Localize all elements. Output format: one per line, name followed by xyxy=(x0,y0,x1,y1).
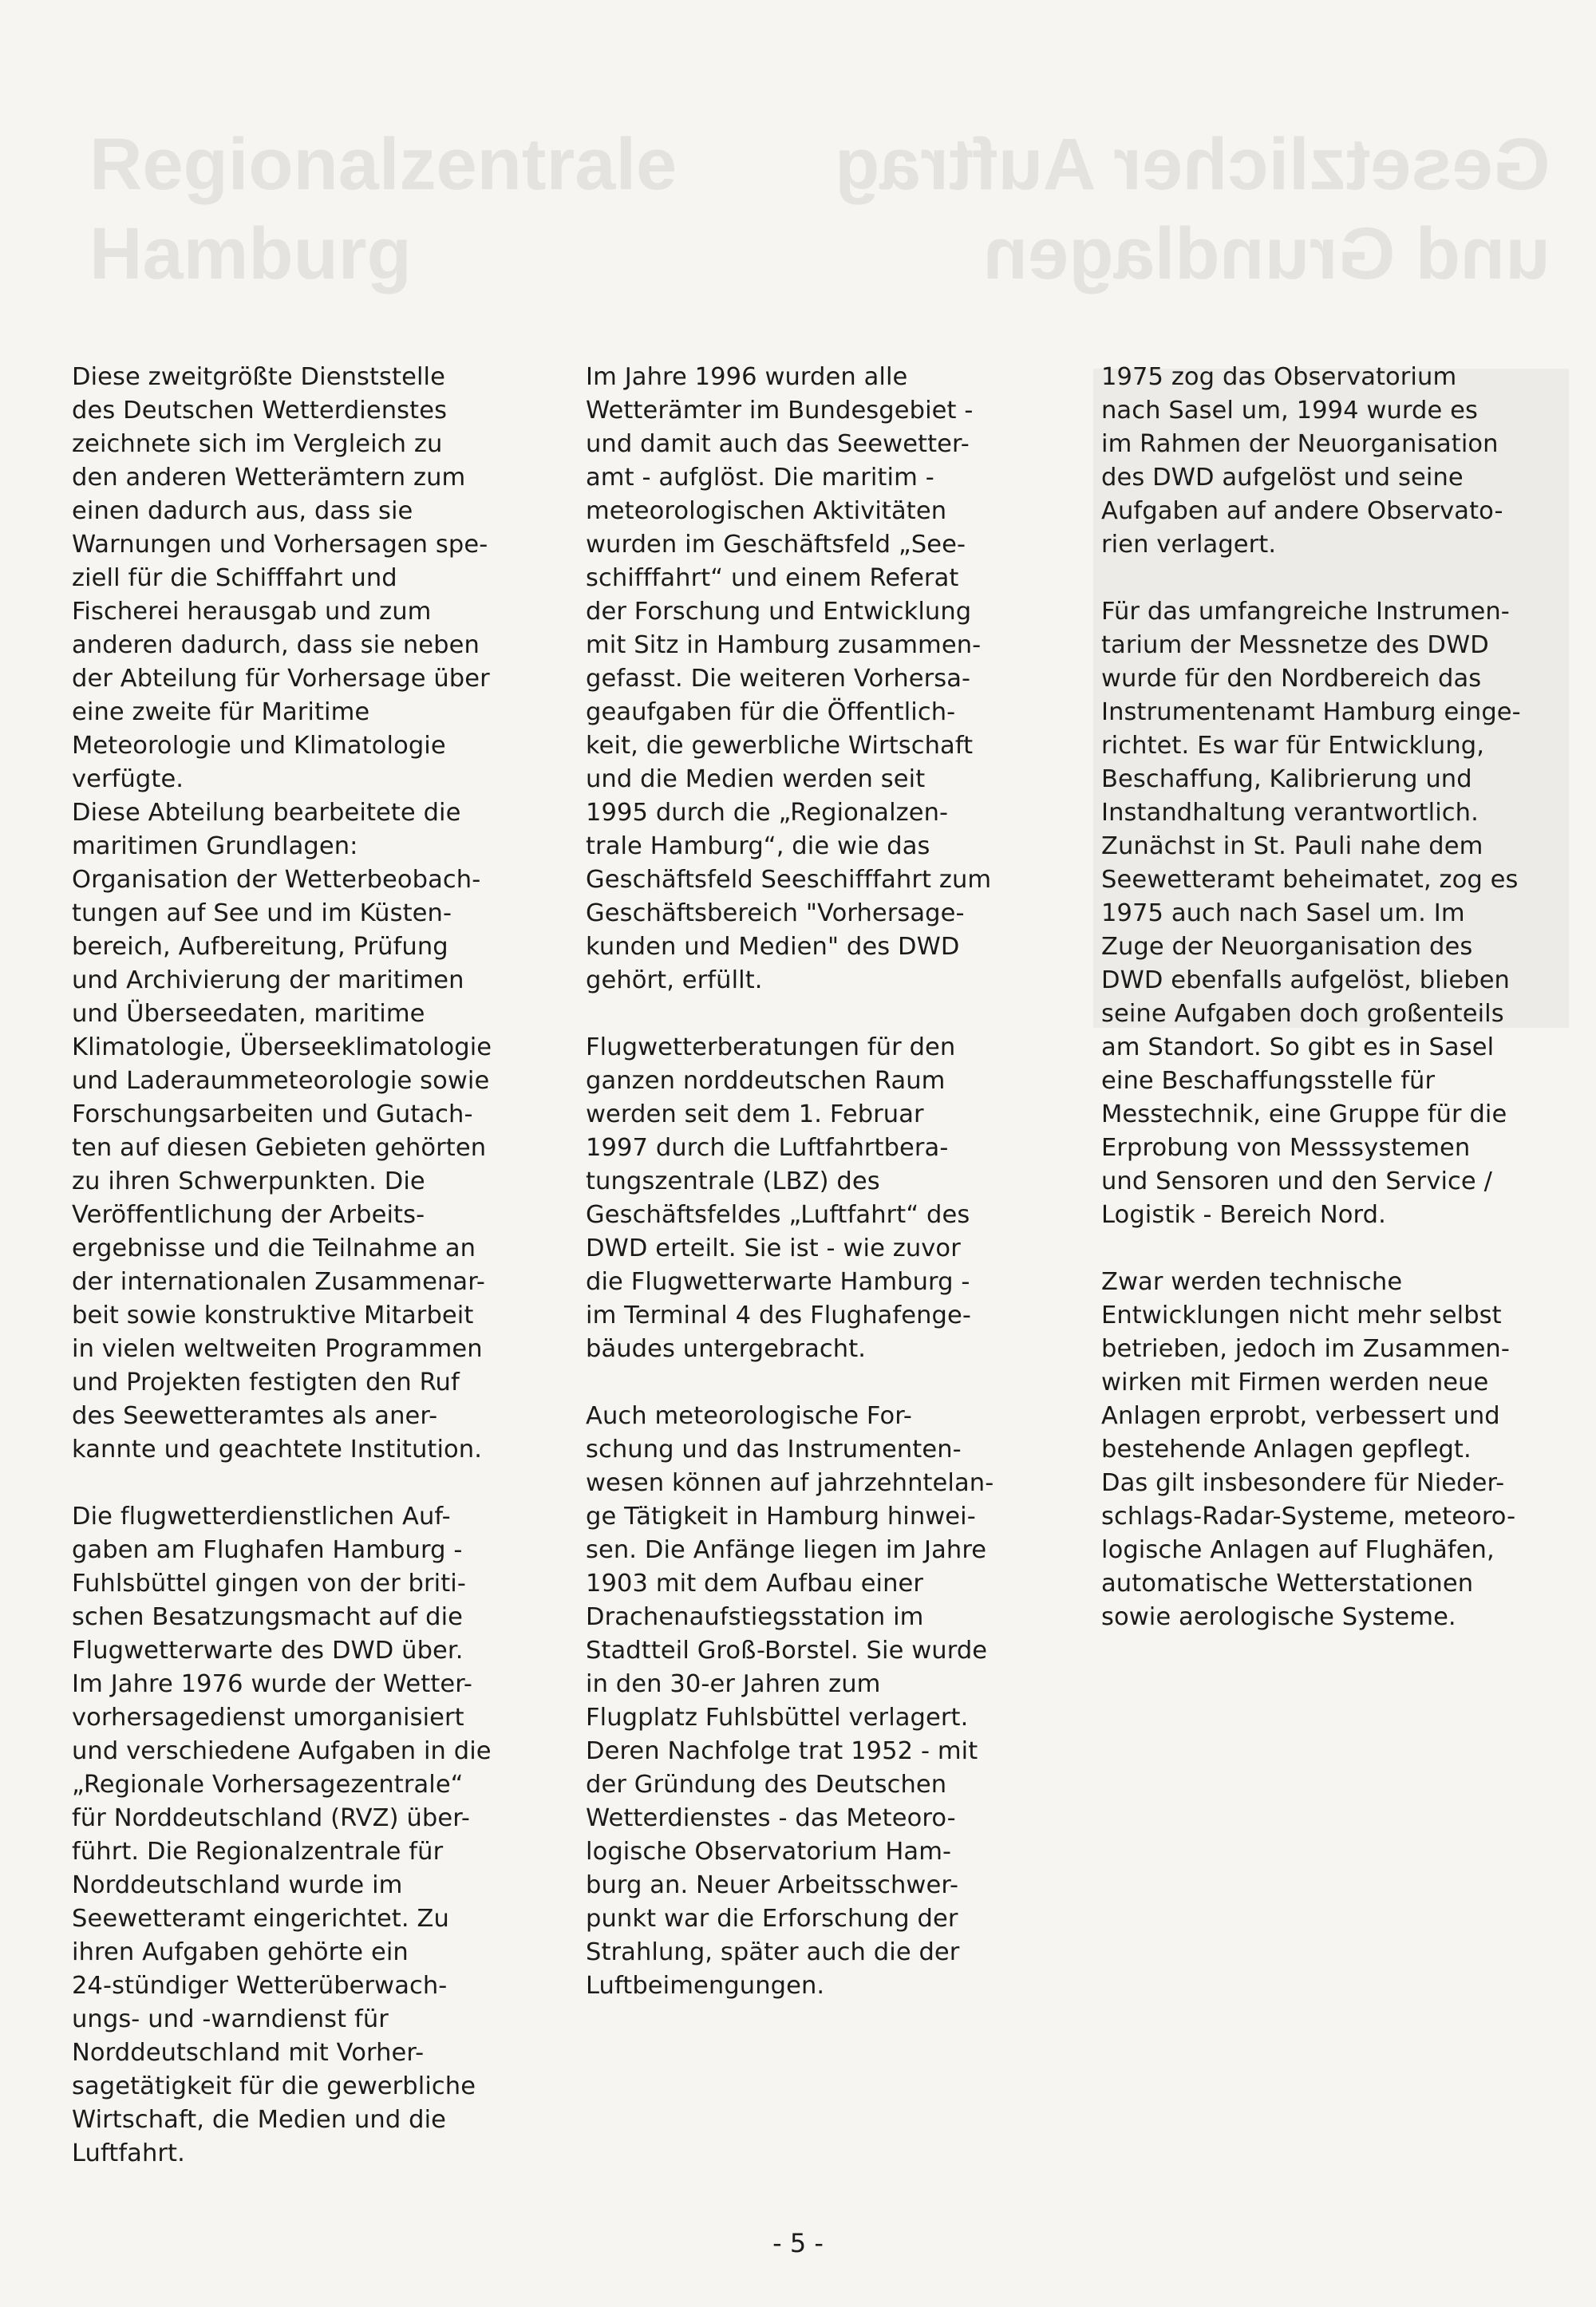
paragraph: Flugwetterberatungen für den ganzen norddeutschen Raum werden seit dem 1. Februar 1997 durch die Luftfahrtbera- tungszentrale (LBZ) des Geschäftsfeldes „Luftfahrt“ des DWD erteilt. Sie ist - wie zuvor die Flugwetterwarte Hamburg - im Terminal 4 des Flughafenge- bäudes untergebracht. xyxy=(586,1033,971,1363)
paragraph: 1975 zog das Observatorium nach Sasel um, 1994 wurde es im Rahmen der Neuorganisation des DWD aufgelöst und seine Aufgaben auf andere Observato- rien verlagert. xyxy=(1101,363,1503,559)
text-column-2 xyxy=(586,361,1037,2036)
bleed-through-heading-left: Regionalzentrale Hamburg xyxy=(89,124,678,294)
text-column-1 xyxy=(72,361,528,2204)
page-number: - 5 - xyxy=(772,2228,824,2258)
bleed-through-heading-right: Gesetzlicher Auftrag und Grundlagen xyxy=(834,124,1550,294)
paragraph: Im Jahre 1996 wurden alle Wetterämter im Bundesgebiet - und damit auch das Seewetter- amt - aufglöst. Die maritim - meteorologischen Aktivitäten wurden im Geschäftsfeld „See- schifffahrt“ und einem Referat der Forschung und Entwicklung mit Sitz in Hamburg zusammen- gefasst. Die weiteren Vorhersa- geaufgaben für die Öffentlich- keit, die gewerbliche Wirtschaft und die Medien werden seit 1995 durch die „Regionalzen- trale Hamburg“, die wie das Geschäftsfeld Seeschifffahrt zum Geschäftsbereich "Vorhersage- kunden und Medien" des DWD gehört, erfüllt. xyxy=(586,363,992,994)
paragraph: Auch meteorologische For- schung und das Instrumenten- wesen können auf jahrzehntelan- ge Tätigkeit in Hamburg hinwei- sen. Die Anfänge liegen im Jahre 1903 mit dem Aufbau einer Drachenaufstiegsstation im Stadtteil Groß-Borstel. Sie wurde in den 30-er Jahren zum Flugplatz Fuhlsbüttel verlagert. Deren Nachfolge trat 1952 - mit der Gründung des Deutschen Wetterdienstes - das Meteoro- logische Observatorium Ham- burg an. Neuer Arbeitsschwer- punkt war die Erforschung der Strahlung, später auch die der Luftbeimengungen. xyxy=(586,1402,994,2000)
paragraph: Diese zweitgrößte Dienststelle des Deutschen Wetterdienstes zeichnete sich im Vergleich zu den anderen Wetterämtern zum einen dadurch aus, dass sie Warnungen und Vorhersagen spe- ziell für die Schifffahrt und Fischerei herausgab und zum anderen dadurch, dass sie neben der Abteilung für Vorhersage über eine zweite für Maritime Meteorologie und Klimatologie verfügte. xyxy=(72,363,490,793)
text-column-3 xyxy=(1101,361,1558,1668)
paragraph: Zwar werden technische Entwicklungen nicht mehr selbst betrieben, jedoch im Zusammen- wirken mit Firmen werden neue Anlagen erprobt, verbessert und bestehende Anlagen gepflegt. Das gilt insbesondere für Nieder- schlags-Radar-Systeme, meteoro- logische Anlagen auf Flughäfen, automatische Wetterstationen sowie aerologische Systeme. xyxy=(1101,1268,1516,1631)
paragraph: Diese Abteilung bearbeitete die maritimen Grundlagen: Organisation der Wetterbeobach- tungen auf See und im Küsten- bereich, Aufbereitung, Prüfung und Archivierung der maritimen und Überseedaten, maritime Klimatologie, Überseeklimatologie und Laderaummeteorologie sowie Forschungsarbeiten und Gutach- ten auf diesen Gebieten gehörten zu ihren Schwerpunkten. Die Veröffentlichung der Arbeits- ergebnisse und die Teilnahme an der internationalen Zusammenar- beit sowie konstruktive Mitarbeit in vielen weltweiten Programmen und Projekten festigten den Ruf des Seewetteramtes als aner- kannte und geachtete Institution. xyxy=(72,799,492,1464)
paragraph: Für das umfangreiche Instrumen- tarium der Messnetze des DWD wurde für den Nordbereich das Instrumentenamt Hamburg einge- richtet. Es war für Entwicklung, Beschaffung, Kalibrierung und Instandhaltung verantwortlich. Zunächst in St. Pauli nahe dem Seewetteramt beheimatet, zog es 1975 auch nach Sasel um. Im Zuge der Neuorganisation des DWD ebenfalls aufgelöst, blieben seine Aufgaben doch großenteils am Standort. So gibt es in Sasel eine Beschaffungsstelle für Messtechnik, eine Gruppe für die Erprobung von Messsystemen und Sensoren und den Service / Logistik - Bereich Nord. xyxy=(1101,598,1521,1229)
paragraph: Die flugwetterdienstlichen Auf- gaben am Flughafen Hamburg - Fuhlsbüttel gingen von der briti- schen Besatzungsmacht auf die Flugwetterwarte des DWD über. Im Jahre 1976 wurde der Wetter- vorhersagedienst umorganisiert und verschiedene Aufgaben in die „Regionale Vorhersagezentrale“ für Norddeutschland (RVZ) über- führt. Die Regionalzentrale für Norddeutschland wurde im Seewetteramt eingerichtet. Zu ihren Aufgaben gehörte ein 24-stündiger Wetterüberwach- ungs- und -warndienst für Norddeutschland mit Vorher- sagetätigkeit für die gewerbliche Wirtschaft, die Medien und die Luftfahrt. xyxy=(72,1503,492,2167)
